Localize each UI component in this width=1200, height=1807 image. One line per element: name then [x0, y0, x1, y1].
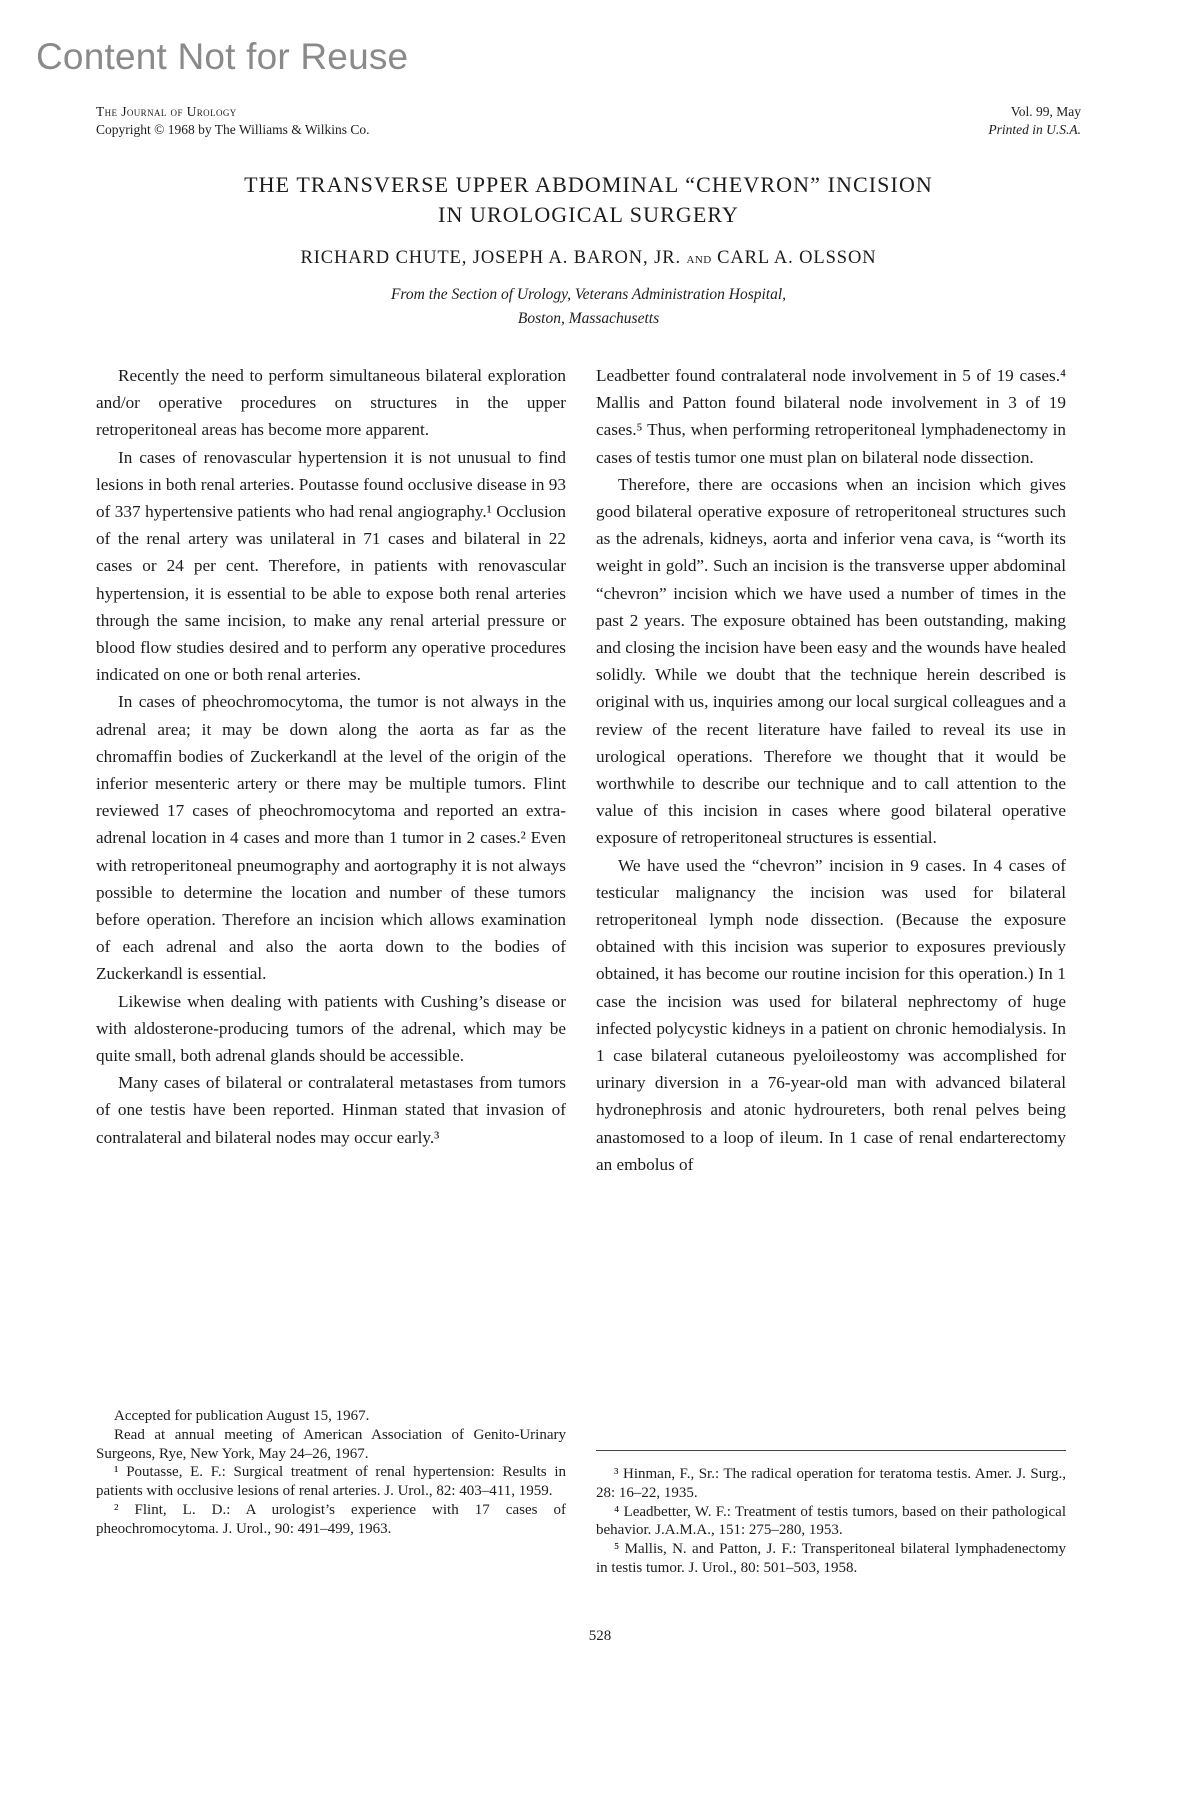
affiliation-line-2: Boston, Massachusetts — [517, 310, 660, 327]
left-column — [96, 362, 566, 1151]
paragraph: Leadbetter found contralateral node involvement in 5 of 19 cases.⁴ Mallis and Patton found bilateral node involvement in 3 of 19 cases.⁵ Thus, when performing retroperitoneal lymphadenectomy in cases of testis tumor one must plan on bilateral node dissection. — [596, 366, 1066, 467]
volume-header — [988, 103, 1081, 139]
paragraph: We have used the “chevron” incision in 9 cases. In 4 cases of testicular malignancy the incision was used for bilateral retroperitoneal lymph node dissection. (Because the exposure obtained with this incision was superior to exposures previously obtained, it has become our routine incision for this operation.) In 1 case the incision was used for bilateral nephrectomy of huge infected polycystic kidneys in a patient on chronic hemodialysis. In 1 case bilateral cutaneous pyeloileostomy was accomplished for urinary diversion in a 76-year-old man with advanced bilateral hydronephrosis and atonic hydroureters, both renal pelves being anastomosed to a loop of ileum. In 1 case of renal endarterectomy an embolus of — [596, 855, 1066, 1174]
footnote-divider — [596, 1450, 1066, 1451]
footnote: ³ Hinman, F., Sr.: The radical operation for teratoma testis. Amer. J. Surg., 28: 16–22, 1935. — [596, 1466, 1066, 1501]
author-names: RICHARD CHUTE, JOSEPH A. BARON, JR. — [300, 248, 681, 268]
page-number: 528 — [588, 1628, 612, 1644]
footnote: ² Flint, L. D.: A urologist’s experience with 17 cases of pheochromocytoma. J. Urol., 90: 491–499, 1963. — [96, 1501, 566, 1537]
paragraph: In cases of pheochromocytoma, the tumor is not always in the adrenal area; it may be down along the aorta as far as the chromaffin bodies of Zuckerkandl at the level of the origin of the inferior mesenteric artery or there may be multiple tumors. Flint reviewed 17 cases of pheochromocytoma and reported an extra-adrenal location in 4 cases and more than 1 tumor in 2 cases.² Even with retroperitoneal pneumography and aortography it is not always possible to determine the location and number of these tumors before operation. Therefore an incision which allows examination of each adrenal and also the aorta down to the bodies of Zuckerkandl is essential. — [96, 692, 566, 984]
article-title — [96, 170, 1081, 230]
author-conjunction: and — [686, 251, 712, 267]
paragraph: In cases of renovascular hypertension it is not unusual to find lesions in both renal arteries. Poutasse found occlusive disease in 93 of 337 hypertensive patients who had renal angiography.¹ Occlusion of the renal artery was unilateral in 71 cases and bilateral in 22 cases or 24 per cent. Therefore, in patients with renovascular hypertension, it is essential to be able to expose both renal arteries through the same incision, to make any renal arterial pressure or blood flow studies desired and to perform any operative procedures indicated on one or both renal arteries. — [96, 447, 566, 685]
author-line — [96, 248, 1081, 269]
affiliation-line-1: From the Section of Urology, Veterans Administration Hospital, — [390, 286, 787, 303]
volume-line: Vol. 99, May — [1010, 104, 1081, 119]
printed-line: Printed in U.S.A. — [988, 122, 1081, 137]
paragraph: Therefore, there are occasions when an incision which gives good bilateral operative exposure of retroperitoneal structures such as the adrenals, kidneys, aorta and inferior vena cava, is “worth its weight in gold”. Such an incision is the transverse upper abdominal “chevron” incision which we have used a number of times in the past 2 years. The exposure obtained has been outstanding, making and closing the incision have been easy and the wounds have healed solidly. While we doubt that the technique herein described is original with us, inquiries among our local surgical colleagues and a review of the recent literature have failed to reveal its use in urological operations. Therefore we thought that it would be worthwhile to describe our technique and to call attention to the value of this incision in cases where good bilateral operative exposure of retroperitoneal structures is essential. — [596, 474, 1066, 848]
journal-header — [96, 103, 370, 139]
copyright-line: Copyright © 1968 by The Williams & Wilkins Co. — [96, 122, 370, 137]
footnotes-right — [596, 1465, 1066, 1578]
footnote: Accepted for publication August 15, 1967. — [114, 1408, 370, 1424]
paragraph: Recently the need to perform simultaneous bilateral exploration and/or operative procedures on structures in the upper retroperitoneal areas has become more apparent. — [96, 366, 566, 440]
paragraph: Many cases of bilateral or contralateral metastases from tumors of one testis have been reported. Hinman stated that invasion of contralateral and bilateral nodes may occur early.³ — [96, 1073, 566, 1147]
author-last: CARL A. OLSSON — [717, 248, 877, 268]
title-line-2: IN UROLOGICAL SURGERY — [438, 202, 739, 227]
footnotes-left — [96, 1407, 566, 1539]
right-column — [596, 362, 1066, 1178]
title-line-1: THE TRANSVERSE UPPER ABDOMINAL “CHEVRON” INCISION — [244, 172, 933, 197]
footnote: ⁴ Leadbetter, W. F.: Treatment of testis tumors, based on their pathological behavior. J.A.M.A., 151: 275–280, 1953. — [596, 1503, 1066, 1539]
footnote: ¹ Poutasse, E. F.: Surgical treatment of renal hypertension: Results in patients with occlusive lesions of renal arteries. J. Urol., 82: 403–411, 1959. — [96, 1464, 566, 1500]
watermark: Content Not for Reuse — [36, 36, 409, 77]
footnote: ⁵ Mallis, N. and Patton, J. F.: Transperitoneal bilateral lymphadenectomy in testis tumor. J. Urol., 80: 501–503, 1958. — [596, 1541, 1066, 1576]
paragraph: Likewise when dealing with patients with Cushing’s disease or with aldosterone-producing tumors of the adrenal, which may be quite small, both adrenal glands should be accessible. — [96, 991, 566, 1066]
footnote: Read at annual meeting of American Association of Genito-Urinary Surgeons, Rye, New York, May 24–26, 1967. — [96, 1426, 566, 1462]
affiliation — [96, 283, 1081, 331]
journal-name: The Journal of Urology — [96, 104, 237, 119]
